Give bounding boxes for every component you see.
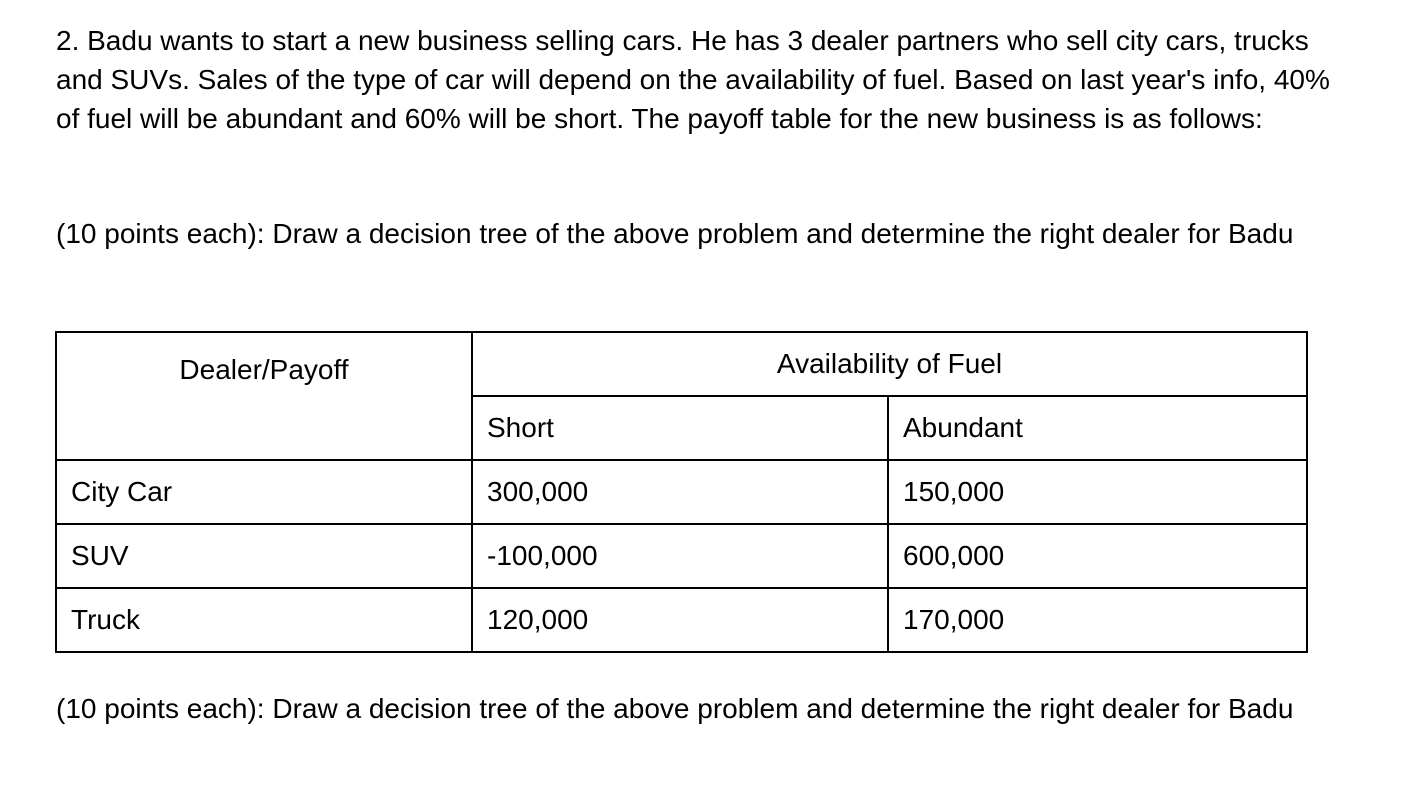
abundant-payoff-cell: 170,000 bbox=[888, 588, 1307, 652]
dealer-payoff-header-label: Dealer/Payoff bbox=[179, 354, 349, 385]
instruction-bottom: (10 points each): Draw a decision tree of the above problem and determine the right dealer for Badu bbox=[56, 693, 1294, 724]
abundant-payoff-cell: 600,000 bbox=[888, 524, 1307, 588]
availability-of-fuel-header: Availability of Fuel bbox=[472, 332, 1307, 396]
dealer-cell: SUV bbox=[56, 524, 472, 588]
dealer-payoff-header bbox=[56, 332, 472, 460]
column-header-short: Short bbox=[472, 396, 888, 460]
instruction-top: (10 points each): Draw a decision tree of the above problem and determine the right dealer for Badu bbox=[56, 218, 1294, 249]
table-row bbox=[56, 588, 1307, 652]
table-row bbox=[56, 524, 1307, 588]
short-payoff-cell: 300,000 bbox=[472, 460, 888, 524]
abundant-payoff-cell: 150,000 bbox=[888, 460, 1307, 524]
short-payoff-cell: 120,000 bbox=[472, 588, 888, 652]
dealer-cell: City Car bbox=[56, 460, 472, 524]
table-row bbox=[56, 460, 1307, 524]
payoff-table bbox=[55, 331, 1308, 653]
question-intro: 2. Badu wants to start a new business selling cars. He has 3 dealer partners who sell city cars, trucks and SUVs. Sales of the type of car will depend on the availability of fuel. Based on last year's info, 40% of fuel will be abundant and 60% will be short. The payoff table for the new business is as follows: bbox=[56, 25, 1330, 134]
dealer-cell: Truck bbox=[56, 588, 472, 652]
short-payoff-cell: -100,000 bbox=[472, 524, 888, 588]
table-header-row bbox=[56, 332, 1307, 396]
column-header-abundant: Abundant bbox=[888, 396, 1307, 460]
